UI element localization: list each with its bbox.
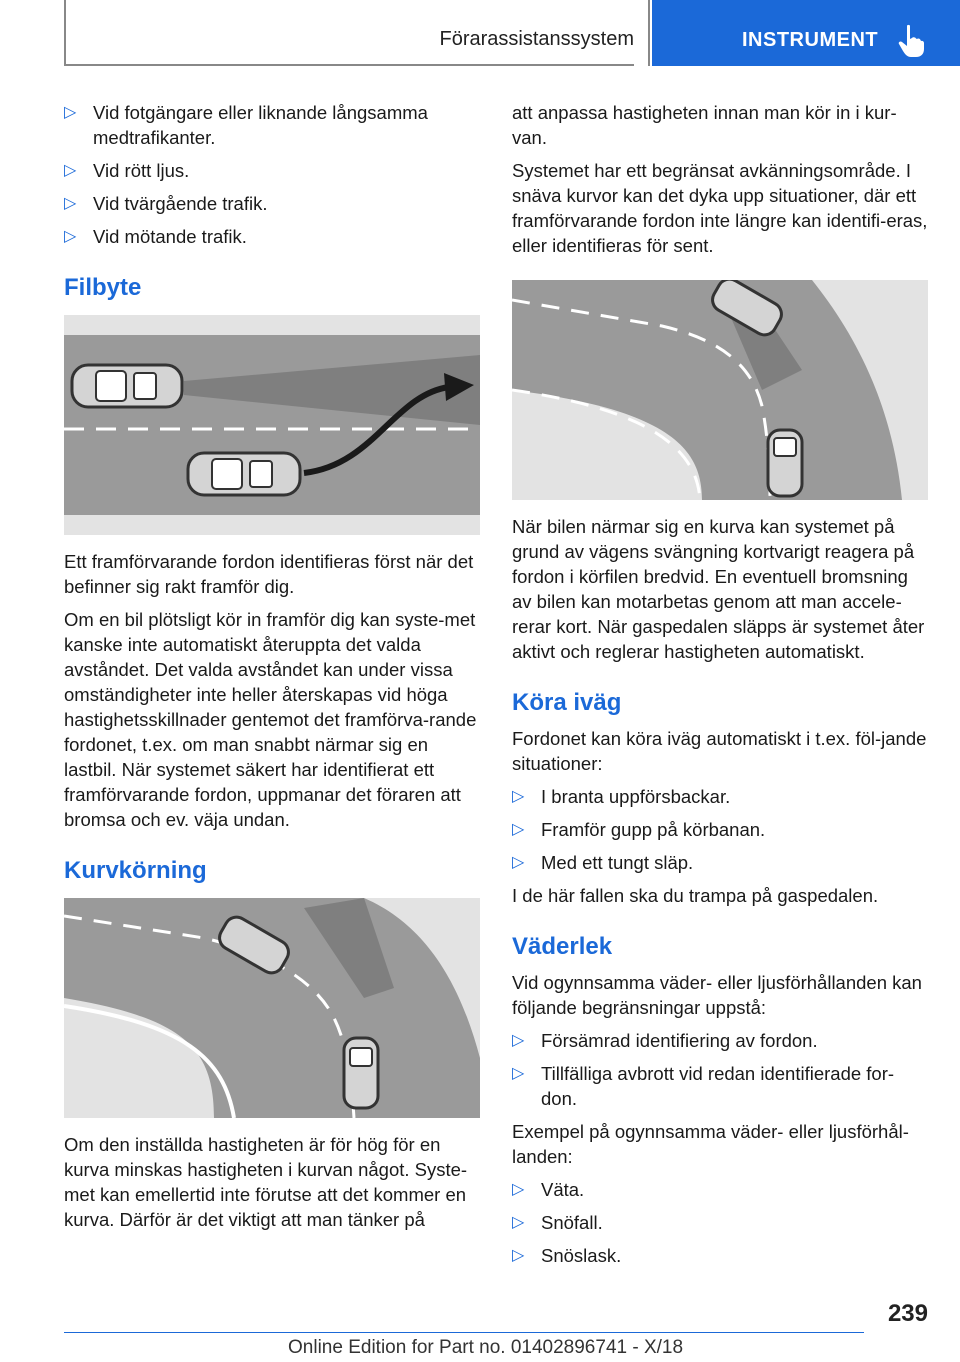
- paragraph: Vid ogynnsamma väder- eller ljusförhållanden kan följande begränsningar uppstå:: [512, 972, 922, 1018]
- list-item: ▷ Väta.: [512, 1179, 585, 1200]
- left-column: [64, 100, 480, 1240]
- paragraph: I de här fallen ska du trampa på gaspedalen.: [512, 885, 879, 906]
- car-front-icon: [72, 365, 182, 407]
- list-item: ▷ Snöslask.: [512, 1245, 622, 1266]
- footer-divider: [64, 1332, 864, 1333]
- list-item: ▷ Vid fotgängare eller liknande långsamma medtrafikanter.: [64, 102, 428, 148]
- paragraph: Ett framförvarande fordon identifieras först när det befinner sig rakt framför dig.: [64, 551, 474, 597]
- page-number: 239: [887, 1300, 928, 1327]
- list-item: ▷ Med ett tungt släp.: [512, 852, 694, 873]
- list-item: ▷ Vid tvärgående trafik.: [64, 193, 268, 214]
- heading-filbyte: Filbyte: [64, 274, 142, 301]
- heading-kurvkorning: Kurvkörning: [64, 857, 207, 884]
- triangle-bullet-icon: ▷: [512, 1214, 525, 1231]
- triangle-bullet-icon: ▷: [512, 1032, 525, 1049]
- paragraph: att anpassa hastigheten innan man kör in i kur‐van.: [512, 102, 897, 148]
- paragraph: Fordonet kan köra iväg automatiskt i t.ex. föl‐jande situationer:: [512, 728, 927, 774]
- triangle-bullet-icon: ▷: [512, 1065, 525, 1082]
- header-divider-right: [648, 0, 650, 66]
- car-ego-icon: [768, 430, 802, 496]
- bullet-list-weather-examples: [512, 1177, 928, 1268]
- page-header: [0, 0, 960, 66]
- triangle-bullet-icon: ▷: [512, 1181, 525, 1198]
- list-item: ▷ Framför gupp på körbanan.: [512, 819, 766, 840]
- edition-note: Online Edition for Part no. 01402896741 - X/18: [288, 1337, 684, 1358]
- list-item: ▷ Vid mötande trafik.: [64, 226, 247, 247]
- chapter-tab[interactable]: [652, 0, 960, 66]
- heading-kora-ivag: Köra iväg: [512, 689, 622, 716]
- paragraph: Exempel på ogynnsamma väder- eller ljusförhål‐landen:: [512, 1121, 909, 1167]
- paragraph: Om den inställda hastigheten är för hög för en kurva minskas hastigheten i kurvan något. Syste‐met kan emellertid inte förutse att det kommer en kurva. Därför är det viktigt att man tänker på: [64, 1134, 468, 1230]
- triangle-bullet-icon: ▷: [64, 195, 77, 212]
- triangle-bullet-icon: ▷: [64, 104, 77, 121]
- car-ego-icon: [344, 1038, 378, 1108]
- car-ego-icon: [188, 453, 300, 495]
- bullet-list-stops: [64, 100, 480, 249]
- section-title: Förarassistanssystem: [439, 28, 634, 50]
- header-underline: [64, 64, 634, 66]
- paragraph: När bilen närmar sig en kurva kan systemet på grund av vägens svängning kortvarigt reagera på fordon i körfilen bredvid. En eventuell bromsning av bilen kan motarbetas genom att man accele‐rerar kort. När gaspedalen släpps är systemet åter aktivt och reglerar hastigheten automatiskt.: [512, 516, 925, 662]
- triangle-bullet-icon: ▷: [64, 162, 77, 179]
- hand-pointer-icon: [896, 24, 926, 58]
- right-column: [512, 100, 928, 1276]
- illustration-curve-right: [512, 280, 928, 500]
- illustration-curve-left: [64, 898, 480, 1118]
- paragraph: Om en bil plötsligt kör in framför dig kan syste‐met kanske inte automatiskt återuppta det valda avståndet. Det valda avståndet kan under vissa omständigheter inte heller återskapas vid höga hastighetsskillnader gentemot det framförva‐rande fordonet, t.ex. om man snabbt närmar sig en lastbil. När systemet säkert har identifierat ett framförvarande fordon, uppmanar det föraren att bromsa och ev. väja undan.: [64, 609, 477, 830]
- list-item: ▷ I branta uppförsbackar.: [512, 786, 731, 807]
- triangle-bullet-icon: ▷: [512, 1247, 525, 1264]
- illustration-lane-change: [64, 315, 480, 535]
- triangle-bullet-icon: ▷: [512, 854, 525, 871]
- list-item: ▷ Vid rött ljus.: [64, 160, 190, 181]
- bullet-list-weather-limits: [512, 1028, 928, 1111]
- list-item: ▷ Snöfall.: [512, 1212, 603, 1233]
- bullet-list-drive-off: [512, 784, 928, 875]
- triangle-bullet-icon: ▷: [64, 228, 77, 245]
- list-item: ▷ Tillfälliga avbrott vid redan identifierade for‐don.: [512, 1063, 895, 1109]
- heading-vaderlek: Väderlek: [512, 933, 613, 960]
- list-item: ▷ Försämrad identifiering av fordon.: [512, 1030, 818, 1051]
- paragraph: Systemet har ett begränsat avkänningsområde. I snäva kurvor kan det dyka upp situationer, där ett framförvarande fordon inte längre kan identifi‐eras, eller identifieras för sent.: [512, 160, 928, 256]
- triangle-bullet-icon: ▷: [512, 821, 525, 838]
- triangle-bullet-icon: ▷: [512, 788, 525, 805]
- chapter-tab-label: INSTRUMENT: [742, 29, 879, 51]
